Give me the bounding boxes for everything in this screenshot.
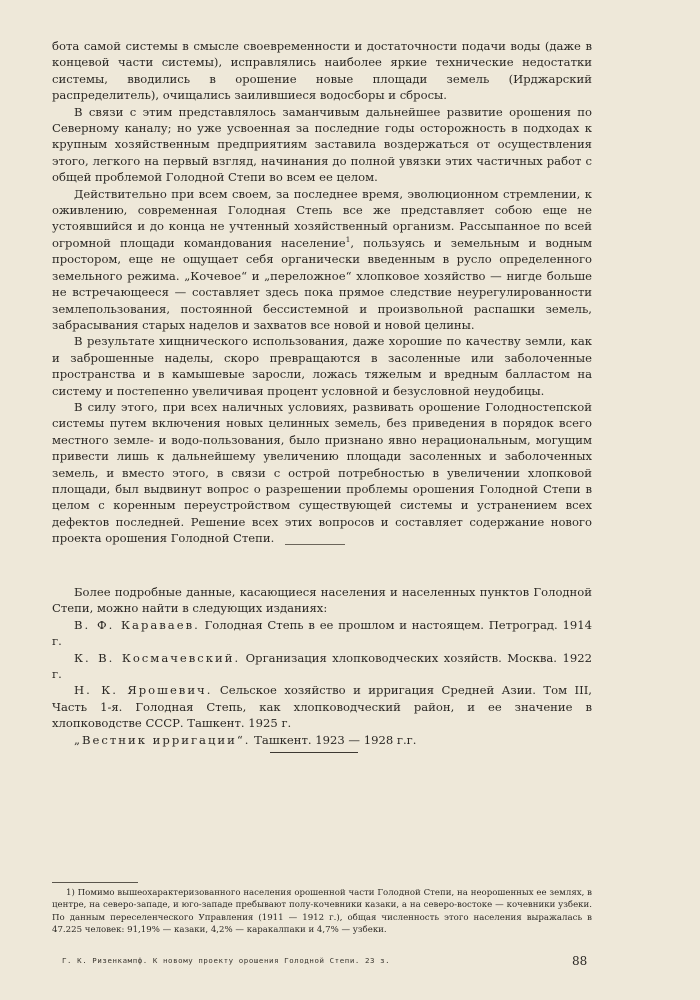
footnote-text [52, 887, 592, 937]
section-divider [285, 544, 345, 545]
paragraph-3-part-a: Действительно при всем своем, за последнее время, эволюционном стремлении, к оживлению, современная Голодная Степь все же представляет собою еще не устоявшийся и до конца не учтенный хозяйственный организм. Рассыпанное по всей огромной площади командования население [52, 186, 592, 250]
footnote-mark: 1) [66, 888, 75, 898]
reference-item [52, 682, 592, 731]
reference-title: Сельское хозяйство и ирригация Средней Азии. Том III, Часть 1-я. Голодная Степь, как хлопководческий район, и ее значение в хлопководстве СССР. Ташкент. 1925 г. [52, 683, 592, 731]
paragraph-5: В силу этого, при всех наличных условиях, развивать орошение Голодностепской системы путем включения новых целинных земель, без приведения в порядок всего местного земле- и водо-пользования, было признано явно нерациональным, могущим привести лишь к дальнейшему увеличению площади засоленных и заболоченных земель, и вместо этого, в связи с острой потребностью в увеличении хлопковой площади, был выдвинут вопрос о разрешении проблемы орошения Голодной Степи в целом с коренным переустройством существующей системы и устранением всех дефектов последней. Решение всех этих вопросов и составляет содержание нового проекта орошения Голодной Степи. [52, 399, 592, 546]
reference-author: К. В. Космачевский. [74, 650, 241, 665]
page-number: 88 [572, 954, 588, 968]
footnote-rule [52, 882, 138, 883]
reference-author: В. Ф. Караваев. [74, 617, 200, 632]
reference-title: Организация хлопководческих хозяйств. Москва. 1922 г. [52, 650, 592, 682]
paragraph-1: бота самой системы в смысле своевременности и достаточности подачи воды (даже в концевой части системы), исправлялись наиболее яркие технические недостатки системы, вводились в орошение новые площади земель (Ирджарский распределитель), очищались заилившиеся водосборы и сбросы. [52, 39, 592, 103]
references-section [52, 584, 592, 748]
paragraph-3 [52, 186, 592, 334]
paragraph-2: В связи с этим представлялось заманчивым дальнейшее развитие орошения по Северному каналу; но уже усвоенная за последние годы осторожность в подходах к крупным хозяйственным предприятиям заставила воздержаться от осуществления этого, легкого на первый взгляд, начинания до полной увязки этих частичных работ с общей проблемой Голодной Степи во всем ее целом. [52, 104, 592, 185]
reference-item [52, 650, 592, 683]
footnote-body: Помимо вышеохарактеризованного населения орошенной части Голодной Степи, на неорошенных ее землях, в центре, на северо-западе, и юго-западе пребывают полу-кочевники казаки, а на северо-востоке — кочевники узбеки. По данным переселенческого Управления (1911 — 1912 г.), общая численность этого населения выражалась в 47.225 человек: 91,19% — казаки, 4,2% — каракалпаки и 4,7% — узбеки. [52, 888, 592, 936]
reference-author: „Вестник ирригации“. [74, 732, 251, 747]
reference-author: Н. К. Ярошевич. [74, 683, 213, 698]
reference-title: Ташкент. 1923 — 1928 г.г. [250, 732, 417, 747]
references-intro: Более подробные данные, касающиеся населения и населенных пунктов Голодной Степи, можно найти в следующих изданиях: [52, 585, 592, 616]
paragraph-3-part-b: , пользуясь и земельным и водным простором, еще не ощущает себя органически введенным в русло определенного земельного режима. „Кочевое“ и „переложное“ хлопковое хозяйство — нигде больше не встречающееся — составляет здесь пока прямое следствие неурегулированности землепользования, постоянной бессистемной и произвольной распашки земель, забрасывания старых наделов и захватов все новой и новой целины. [52, 235, 593, 332]
paragraph-4: В результате хищнического использования, даже хорошие по качеству земли, как и заброшенные наделы, скоро превращаются в засоленные или заболоченные пространства и в камышевые заросли, ложась тяжелым и вредным балластом на систему и постепенно увеличивая процент условной и безусловной неудобицы. [52, 334, 592, 398]
footnote [52, 887, 592, 937]
footer-signature: Г. К. Ризенкампф. К новому проекту орошения Голодной Степи. 23 з. [62, 956, 391, 965]
reference-item [52, 617, 592, 650]
end-divider [270, 752, 358, 753]
reference-title: Голодная Степь в ее прошлом и настоящем. Петроград. 1914 г. [52, 617, 592, 649]
reference-item [52, 732, 592, 748]
footnote-reference[interactable]: 1 [345, 235, 351, 245]
main-text [52, 38, 592, 547]
